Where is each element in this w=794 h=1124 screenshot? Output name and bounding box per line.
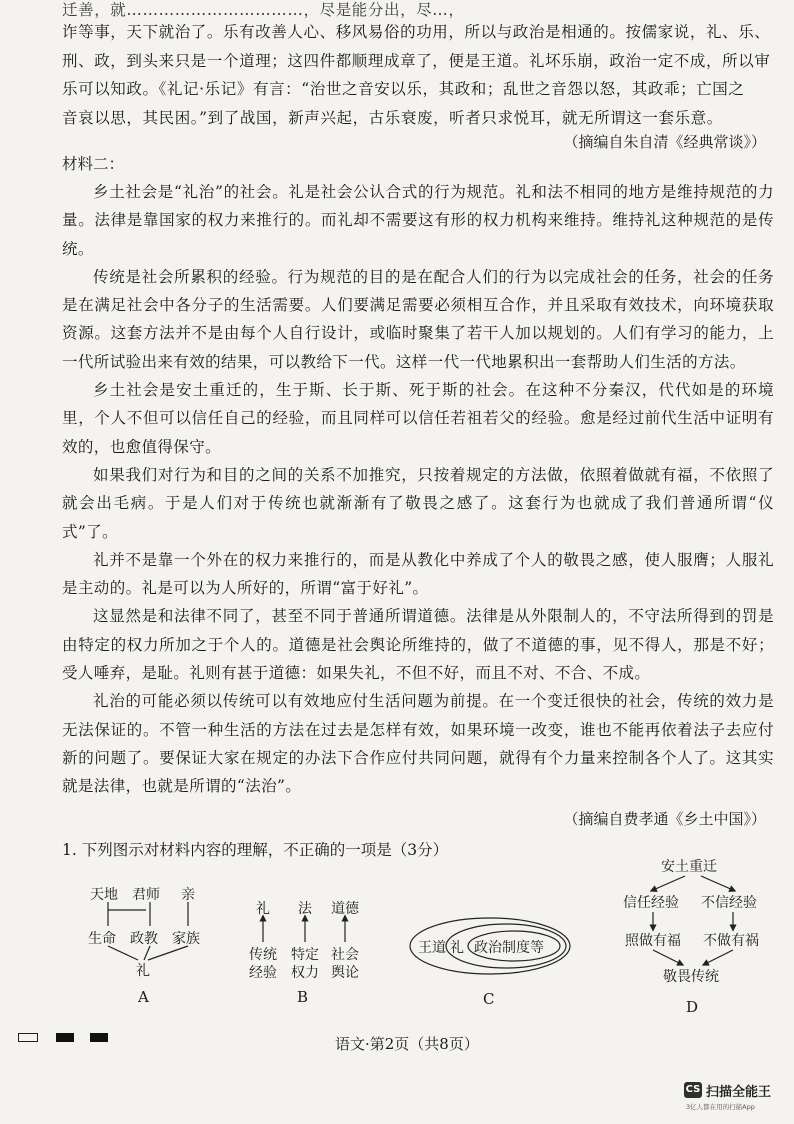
b-bottom-label: 舆论: [331, 965, 359, 981]
passage1-line: 乐可以知政。《礼记·乐记》有言：“治世之音安以乐，其政和；乱世之音怨以怒，其政乖；亡国之: [62, 80, 745, 98]
paragraph: 乡土社会是“礼治”的社会。礼是社会公认合式的行为规范。礼和法不相同的地方是维持规范的力量。法律是靠国家的权力来推行的。而礼却不需要这有形的权力机构来维持。维持礼这种规范的是传统。: [62, 183, 774, 258]
a-top-label: 亲: [181, 887, 195, 903]
paragraph: 传统是社会所累积的经验。行为规范的目的是在配合人们的行为以完成社会的任务，社会的任务是在满足社会中各分子的生活需要。人们要满足需要必须相互合作，并且采取有效技术，向环境获取资源。这套方法并不是由每个人自行设计，或临时聚集了若干人加以规划的。人们有学习的能力，上一代所试验出来有效的结果，可以教给下一代。这样一代一代地累积出一套帮助人们生活的方法。: [62, 267, 774, 371]
d-left1-label: 信任经验: [623, 895, 679, 911]
a-mid-label: 政教: [130, 931, 158, 947]
scanner-tagline: 3亿人都在用的扫描App: [686, 1103, 755, 1111]
b-bottom-label: 传统: [249, 947, 277, 963]
b-bottom-label: 权力: [291, 965, 319, 981]
option-c-label: C: [483, 990, 495, 1008]
passage1-text: [62, 0, 772, 132]
page-number: 语文·第2页（共8页）: [335, 1035, 479, 1053]
c-outer-label: 王道: [418, 940, 446, 956]
b-top-label: 道德: [331, 901, 359, 917]
passage1-line: 音哀以思，其民困。”到了战国，新声兴起，古乐衰废，听者只求悦耳，就无所谓这一套乐意。: [62, 108, 723, 127]
b-top-label: 法: [298, 901, 312, 917]
option-b-label: B: [297, 988, 309, 1006]
d-right1-label: 不信经验: [701, 895, 757, 911]
c-middle-label: 礼: [450, 940, 464, 956]
passage1-line: 诈等事，天下就治了。乐有改善人心、移风易俗的功用，所以与政治是相通的。按儒家说，礼、乐、: [62, 23, 771, 41]
scanner-watermark: [684, 1078, 790, 1118]
b-bottom-label: 经验: [249, 965, 277, 981]
footer-marker: [90, 1033, 108, 1042]
passage2-source: （摘编自费孝通《乡土中国》）: [563, 810, 766, 828]
footer-marker: [18, 1033, 38, 1042]
diagram-d: [615, 854, 785, 1020]
scanner-logo-icon: CS: [684, 1082, 702, 1098]
page-footer: [0, 1025, 794, 1065]
paragraph: 礼并不是靠一个外在的权力来推行的，而是从教化中养成了个人的敬畏之感，使人服膺；人服礼是主动的。礼是可以为人所好的，所谓“富于好礼”。: [62, 550, 774, 598]
b-top-label: 礼: [256, 901, 270, 917]
a-mid-label: 家族: [172, 931, 200, 947]
a-mid-label: 生命: [88, 931, 116, 947]
paragraph: 这显然是和法律不同了，甚至不同于普通所谓道德。法律是从外限制人的，不守法所得到的罚是由特定的权力所加之于个人的。道德是社会舆论所维持的，做了不道德的事，见不得人，那是不好；受人唾弃，是耻。礼则有甚于道德：如果失礼，不但不好，而且不对、不合、不成。: [62, 607, 774, 683]
a-bottom-label: 礼: [136, 963, 150, 979]
diagram-a: [80, 880, 220, 1010]
diagram-b: [245, 896, 375, 1010]
scanner-name: 扫描全能王: [706, 1085, 772, 1100]
passage1-line: 刑、政，到头来只是一个道理；这四件都顺理成章了，便是王道。礼坏乐崩，政治一定不成，所以审: [62, 51, 771, 70]
paragraph: 礼治的可能必须以传统可以有效地应付生活问题为前提。在一个变迁很快的社会，传统的效力是无法保证的。不管一种生活的方法在过去是怎样有效，如果环境一改变，谁也不能再依着法子去应付新的问题了。要保证大家在规定的办法下合作应付共同问题，就得有个力量来控制各个人了。这其实就是法律，也就是所谓的“法治”。: [62, 692, 774, 796]
paragraph: 乡土社会是安土重迁的，生于斯、长于斯、死于斯的社会。在这种不分秦汉，代代如是的环境里，个人不但可以信任自己的经验，而且同样可以信任若祖若父的经验。愈是经过前代生活中证明有效的，也愈值得保守。: [62, 381, 774, 456]
question-stem: 1. 下列图示对材料内容的理解，不正确的一项是（3分）: [62, 841, 449, 859]
d-bottom-label: 敬畏传统: [663, 969, 719, 985]
paragraph: 如果我们对行为和目的之间的关系不加推究，只按着规定的方法做，依照着做就有福，不依照了就会出毛病。于是人们对于传统也就渐渐有了敬畏之感了。这套行为也就成了我们普通所谓“仪式”了。: [62, 465, 774, 541]
passage2-heading: 材料二：: [62, 155, 125, 173]
passage1-line: 迁善，就……………………………，尽是能分出，尽…，: [62, 1, 465, 18]
option-d-label: D: [686, 998, 699, 1016]
b-bottom-label: 特定: [291, 947, 319, 963]
a-top-label: 君师: [132, 887, 160, 903]
option-a-label: A: [138, 988, 149, 1006]
d-top-label: 安土重迁: [661, 859, 717, 875]
diagram-c: [408, 912, 578, 1012]
passage2-body: [62, 178, 774, 801]
b-bottom-label: 社会: [331, 947, 359, 963]
passage1-source: （摘编自朱自清《经典常谈》）: [563, 133, 766, 151]
d-right2-label: 不做有祸: [703, 933, 759, 949]
a-top-label: 天地: [90, 887, 118, 903]
c-inner-label: 政治制度等: [474, 940, 544, 956]
footer-marker: [56, 1033, 74, 1042]
d-left2-label: 照做有福: [625, 933, 681, 949]
